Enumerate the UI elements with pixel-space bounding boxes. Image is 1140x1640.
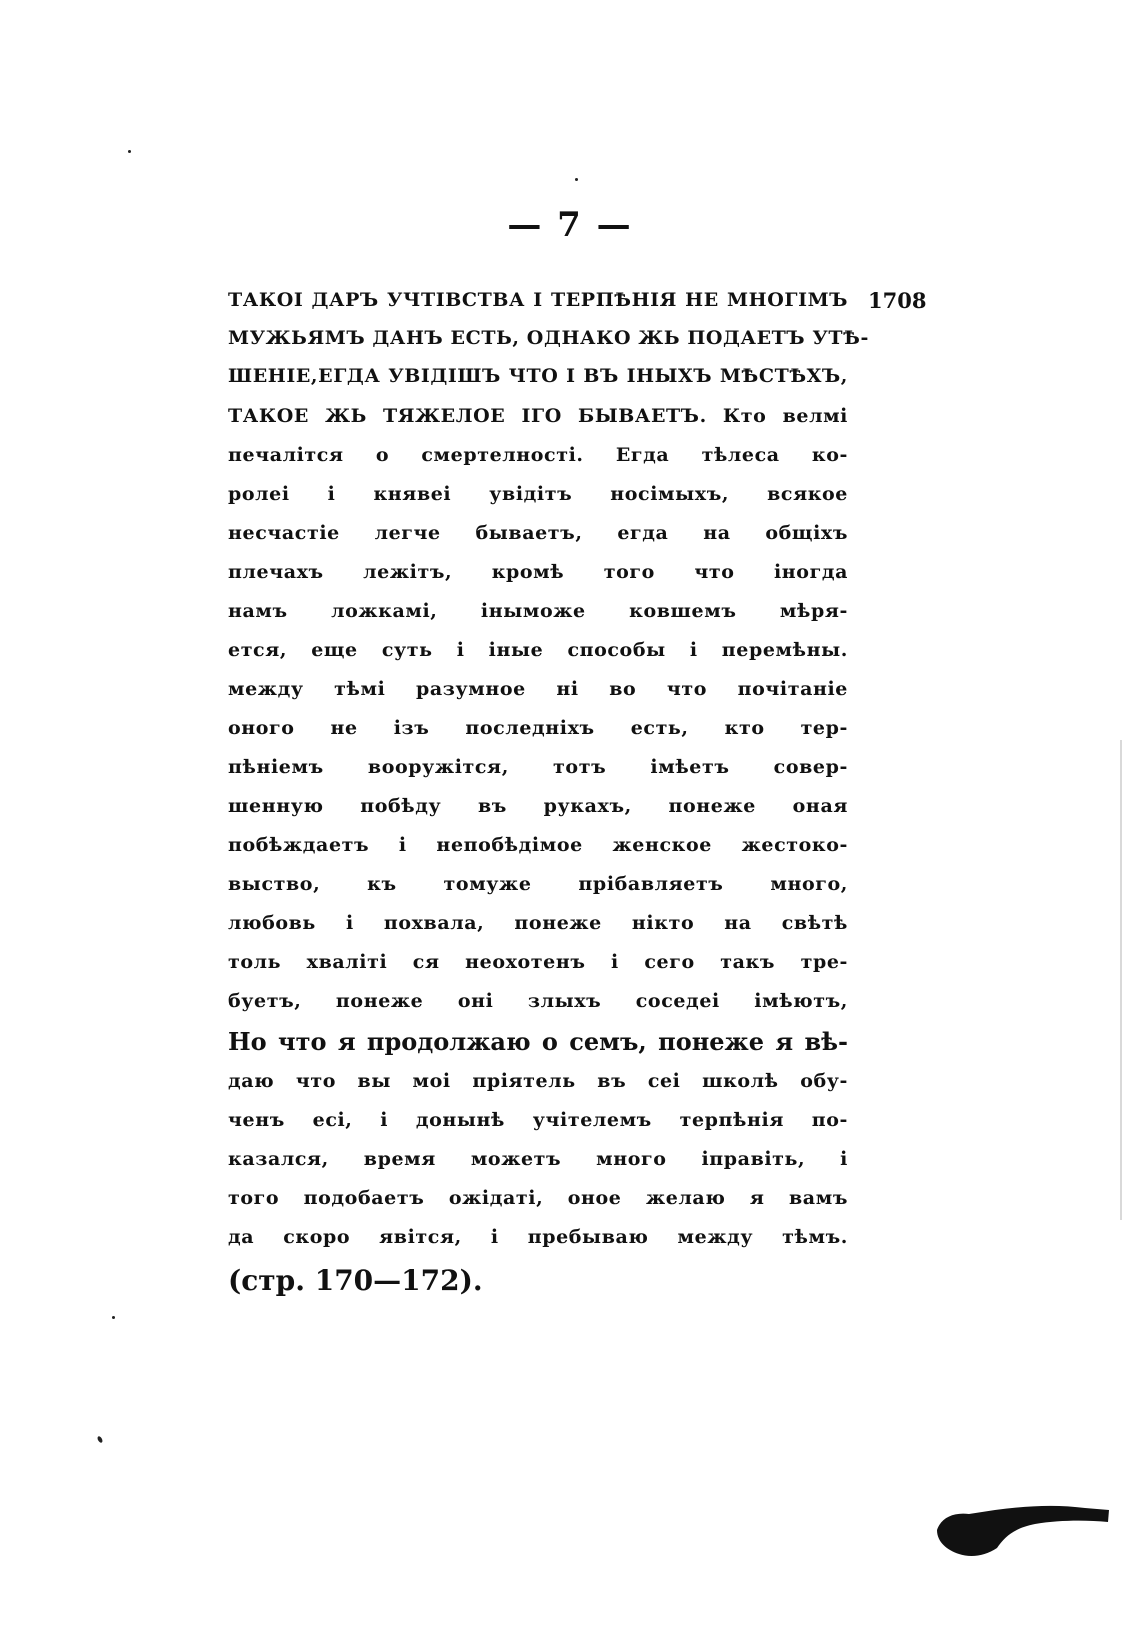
print-speck [575,178,578,181]
text-line: намъ ложкамі, іныможе ковшемъ мѣря- [228,600,848,622]
text-line: любовь і похвала, понеже нікто на свѣтѣ [228,912,848,934]
text-line: оного не ізъ последніхъ есть, кто тер- [228,717,848,739]
print-speck [128,150,131,153]
text-line: МУЖЬЯМЪ ДАНЪ ЕСТЬ, ОДНАКО ЖЬ ПОДАЕТЪ УТѢ- [228,327,869,349]
margin-year: 1708 [868,288,927,313]
text-line: Но что я продолжаю о семъ, понеже я вѣ- [228,1027,848,1056]
text-line: да скоро явітся, і пребываю между тѣмъ. [228,1226,848,1248]
text-line: толь хваліті ся неохотенъ і сего такъ тре- [228,951,848,973]
text-line: ТАКОЕ ЖЬ ТЯЖЕЛОЕ ІГО БЫВАЕТЪ. Кто велмі [228,405,848,427]
text-line: несчастіе легче бываетъ, егда на общіхъ [228,522,848,544]
text-line: печалітся о смертелності. Егда тѣлеса ко- [228,444,848,466]
text-line: буетъ, понеже оні злыхъ соседеі імѣютъ, [228,990,848,1012]
text-line: ТАКОІ ДАРЪ УЧТІВСТВА І ТЕРПѢНІЯ НЕ МНОГІМЪ [228,289,848,311]
page-number: — 7 — [507,205,633,245]
text-line: плечахъ лежітъ, кромѣ того что іногда [228,561,848,583]
text-line: пѣніемъ вооружітся, тотъ імѣетъ совер- [228,756,848,778]
text-line: казался, время можетъ много іправіть, і [228,1148,848,1170]
text-line: шенную побѣду въ рукахъ, понеже оная [228,795,848,817]
text-line: ШЕНІЕ,ЕГДА УВІДІШЪ ЧТО І ВЪ ІНЫХЪ МѢСТѢХЪ, [228,365,848,387]
text-line: ченъ есі, і донынѣ учітелемъ терпѣнія по- [228,1109,848,1131]
text-line: того подобаетъ ожідаті, оное желаю я вамъ [228,1187,848,1209]
text-line: выство, къ томуже прібавляетъ много, [228,873,848,895]
page-citation: (стр. 170—172). [228,1264,483,1297]
page-edge-shadow [1120,740,1122,1220]
print-speck [112,1316,115,1319]
text-line: даю что вы моі пріятель въ сеі школѣ обу- [228,1070,848,1092]
text-line: ролеі і княвеі увідітъ носімыхъ, всякое [228,483,848,505]
text-line: побѣждаетъ і непобѣдімое женское жестоко- [228,834,848,856]
text-line: между тѣмі разумное ні во что почітаніе [228,678,848,700]
print-speck [97,1435,104,1443]
ink-blot-mark [935,1500,1110,1560]
text-line: ется, еще суть і іные способы і перемѣны. [228,639,848,661]
